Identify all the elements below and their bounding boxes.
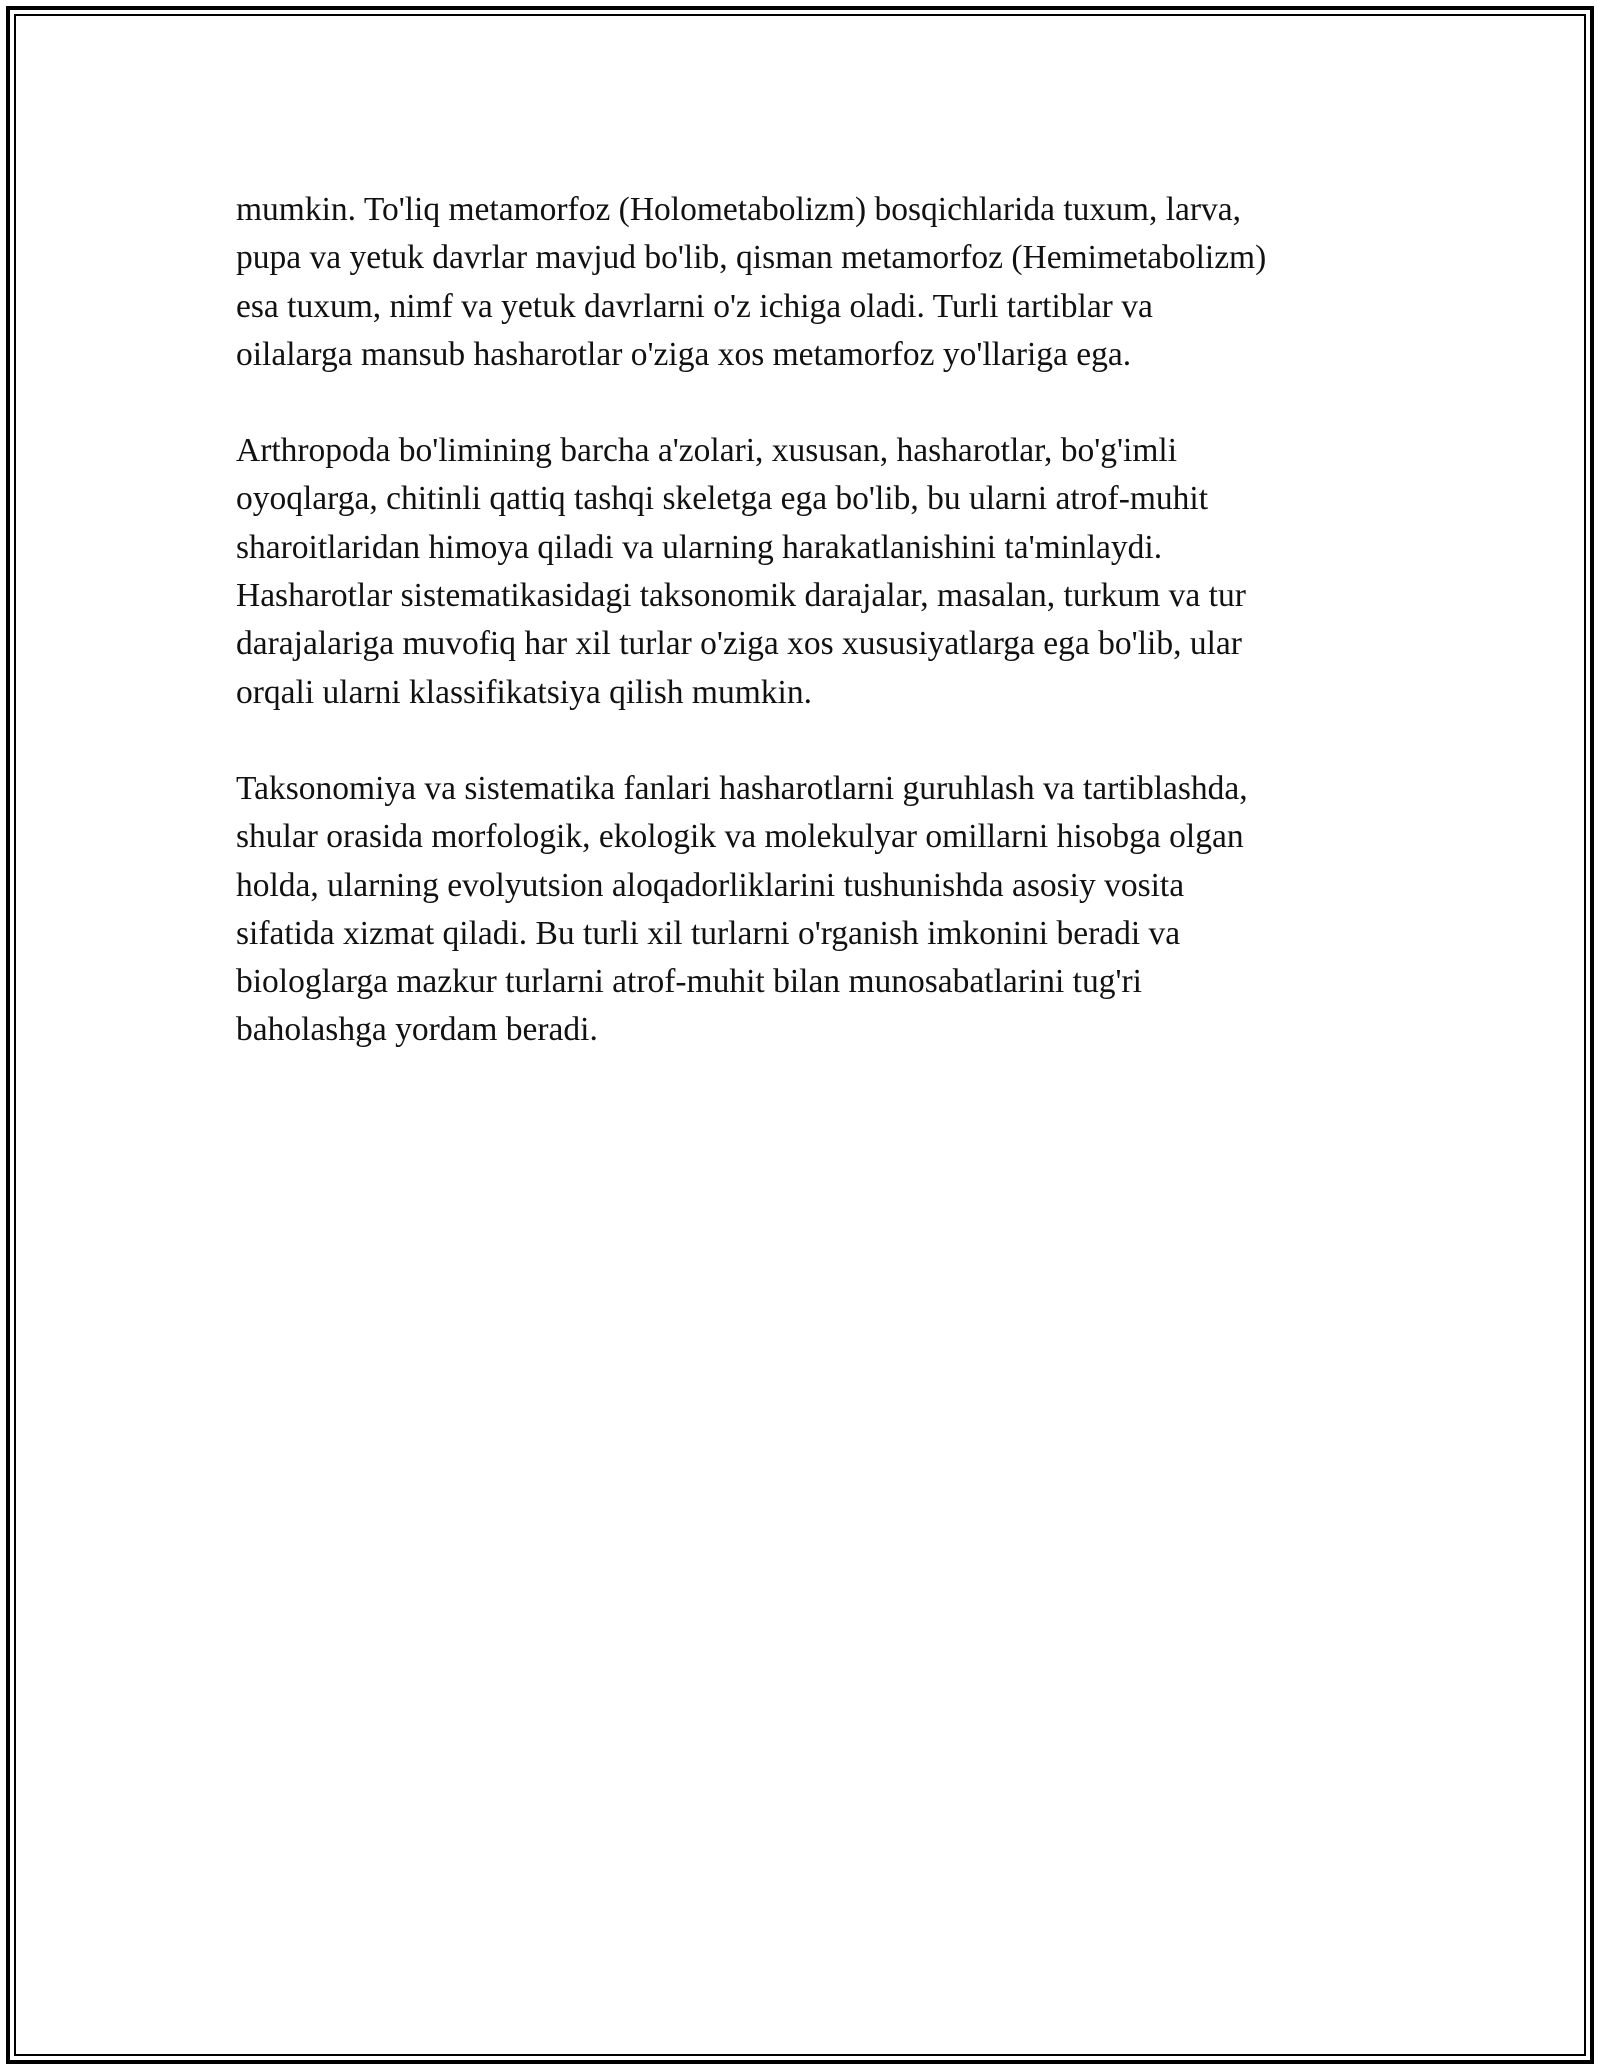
text-line: esa tuxum, nimf va yetuk davrlarni o'z ichiga oladi. Turli tartiblar va [236,287,1153,325]
text-line: sharoitlaridan himoya qiladi va ularning harakatlanishini ta'minlaydi. [236,528,1163,566]
text-line: oilalarga mansub hasharotlar o'ziga xos metamorfoz yo'llariga ega. [236,335,1132,373]
text-line: orqali ularni klassifikatsiya qilish mumkin. [236,673,812,711]
text-line: sifatida xizmat qiladi. Bu turli xil turlarni o'rganish imkonini beradi va [236,914,1181,952]
paragraph-arthropoda [236,427,1386,717]
text-line: shular orasida morfologik, ekologik va molekulyar omillarni hisobga olgan [236,818,1244,856]
document-body [236,186,1386,1103]
text-line: biologlarga mazkur turlarni atrof-muhit bilan munosabatlarini tug'ri [236,963,1142,1001]
text-line: Arthropoda bo'limining barcha a'zolari, xususan, hasharotlar, bo'g'imli [236,432,1178,470]
text-line: Taksonomiya va sistematika fanlari hasharotlarni guruhlash va tartiblashda, [236,769,1248,807]
text-line: mumkin. To'liq metamorfoz (Holometabolizm) bosqichlarida tuxum, larva, [236,191,1242,228]
text-line: Hasharotlar sistematikasidagi taksonomik darajalar, masalan, turkum va tur [236,577,1246,615]
text-line: darajalariga muvofiq har xil turlar o'ziga xos xususiyatlarga ega bo'lib, ular [236,625,1242,663]
text-line: baholashga yordam beradi. [236,1011,598,1049]
paragraph-taxonomy [236,765,1386,1055]
text-line: holda, ularning evolyutsion aloqadorliklarini tushunishda asosiy vosita [236,866,1185,904]
paragraph-metamorphosis [236,186,1386,379]
text-line: pupa va yetuk davrlar mavjud bo'lib, qisman metamorfoz (Hemimetabolizm) [236,239,1267,277]
text-line: oyoqlarga, chitinli qattiq tashqi skeletga ega bo'lib, bu ularni atrof-muhit [236,480,1209,518]
